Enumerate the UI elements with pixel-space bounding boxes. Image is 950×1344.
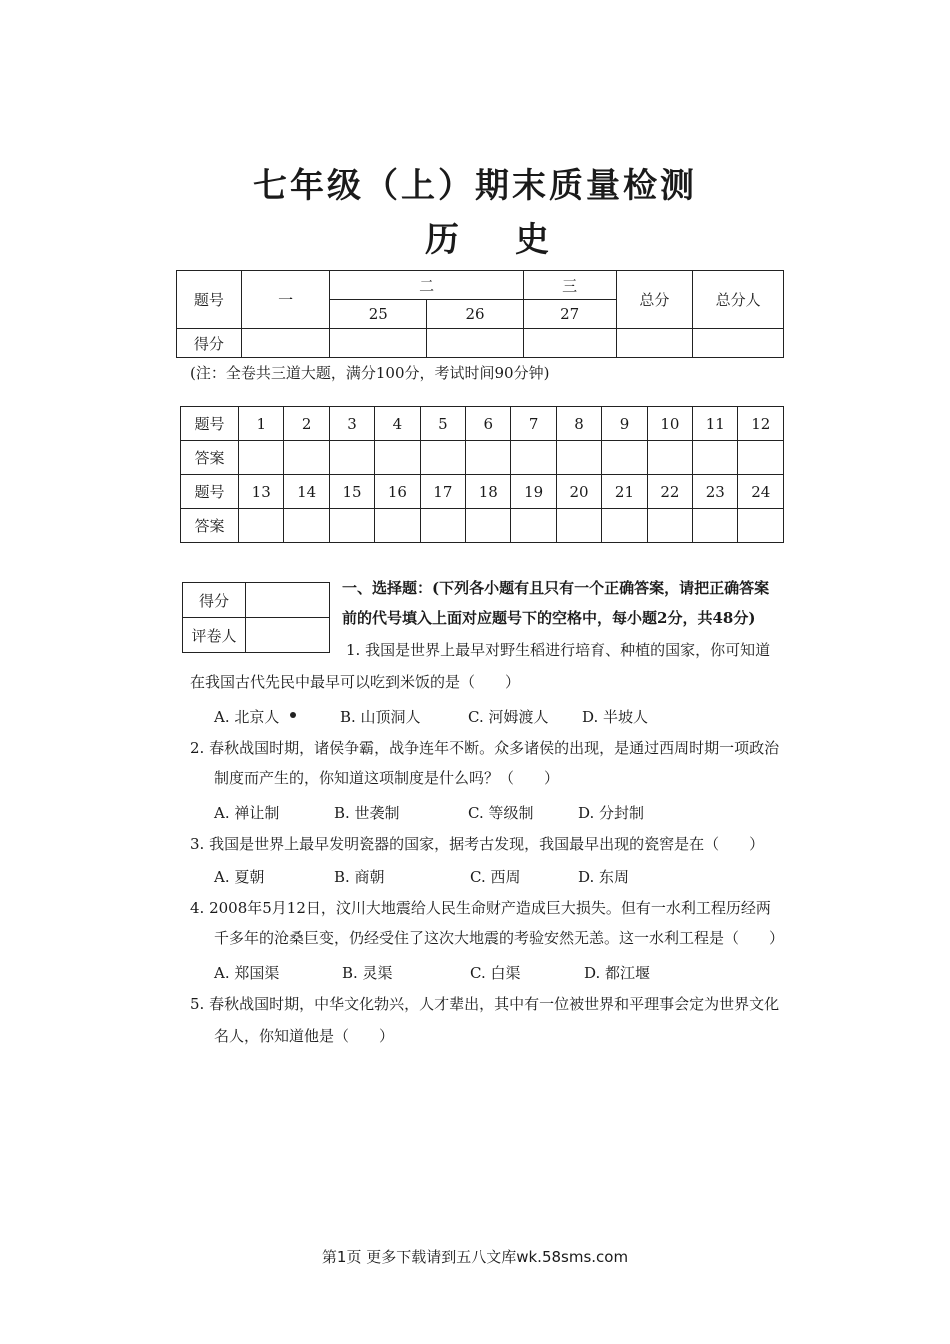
q4-line1: 4. 2008年5月12日，汶川大地震给人民生命财产造成巨大损失。但有一水利工程历经两 — [190, 899, 771, 917]
question-number: 5 — [420, 407, 465, 441]
q3-option-d: D. 东周 — [578, 868, 630, 886]
q3-line1: 3. 我国是世界上最早发明瓷器的国家，据考古发现，我国最早出现的瓷窖是在（ ） — [190, 835, 765, 853]
score-table-section-2: 二 — [330, 271, 523, 300]
answer-cell — [738, 509, 784, 543]
answer-cell — [693, 441, 738, 475]
question-number: 4 — [375, 407, 420, 441]
q1-line1: 1. 我国是世界上最早对野生稻进行培育、种植的国家，你可知道 — [346, 641, 771, 659]
question-number: 15 — [329, 475, 374, 509]
question-number: 11 — [693, 407, 738, 441]
answer-cell — [556, 509, 601, 543]
question-number: 10 — [647, 407, 692, 441]
score-table-label-score: 得分 — [177, 329, 242, 358]
score-table-total-person: 总分人 — [693, 271, 784, 329]
question-number: 24 — [738, 475, 784, 509]
answer-cell — [511, 441, 556, 475]
question-number: 2 — [284, 407, 329, 441]
q4-option-b: B. 灵渠 — [342, 964, 393, 982]
q2-option-c: C. 等级制 — [468, 804, 534, 822]
score-cell — [523, 329, 616, 358]
question-number: 3 — [329, 407, 374, 441]
page-footer: 第1页 更多下载请到五八文库wk.58sms.com — [321, 1248, 629, 1266]
question-number: 1 — [239, 407, 284, 441]
question-number: 16 — [375, 475, 420, 509]
answer-cell — [239, 441, 284, 475]
q4-option-d: D. 都江堰 — [584, 964, 651, 982]
answer-cell — [420, 509, 465, 543]
question-number: 17 — [420, 475, 465, 509]
answer-cell — [602, 509, 647, 543]
answer-cell — [375, 509, 420, 543]
answer-cell — [329, 441, 374, 475]
answer-table — [180, 406, 784, 543]
question-number: 12 — [738, 407, 784, 441]
q4-line2: 千多年的沧桑巨变，仍经受住了这次大地震的考验安然无恙。这一水利工程是（ ） — [214, 929, 785, 947]
answer-cell — [647, 441, 692, 475]
q2-option-a: A. 禅让制 — [214, 804, 280, 822]
score-table-q27: 27 — [523, 300, 616, 329]
grader-score-cell — [246, 583, 330, 618]
answer-table-number-label: 题号 — [181, 475, 239, 509]
score-table-q25: 25 — [330, 300, 427, 329]
q2-line1: 2. 春秋战国时期，诸侯争霸，战争连年不断。众多诸侯的出现，是通过西周时期一项政治 — [190, 739, 780, 757]
q5-line2: 名人，你知道他是（ ） — [214, 1027, 395, 1045]
score-table — [176, 270, 784, 358]
q4-option-c: C. 白渠 — [470, 964, 521, 982]
answer-cell — [602, 441, 647, 475]
question-number: 20 — [556, 475, 601, 509]
q4-option-a: A. 郑国渠 — [214, 964, 280, 982]
q3-option-b: B. 商朝 — [334, 868, 385, 886]
answer-cell — [647, 509, 692, 543]
q2-line2: 制度而产生的，你知道这项制度是什么吗？（ ） — [214, 769, 560, 787]
answer-cell — [329, 509, 374, 543]
exam-subject: 历史 — [425, 220, 605, 260]
answer-cell — [738, 441, 784, 475]
answer-cell — [511, 509, 556, 543]
score-cell — [241, 329, 330, 358]
answer-cell — [556, 441, 601, 475]
question-number: 8 — [556, 407, 601, 441]
question-number: 23 — [693, 475, 738, 509]
question-number: 21 — [602, 475, 647, 509]
answer-table-answer-label: 答案 — [181, 441, 239, 475]
q1-line2: 在我国古代先民中最早可以吃到米饭的是（ ） — [190, 673, 521, 691]
answer-cell — [375, 441, 420, 475]
question-number: 19 — [511, 475, 556, 509]
section1-heading-line2: 前的代号填入上面对应题号下的空格中，每小题2分，共48分) — [342, 609, 756, 627]
exam-title: 七年级（上）期末质量检测 — [253, 166, 697, 206]
question-number: 9 — [602, 407, 647, 441]
q5-line1: 5. 春秋战国时期，中华文化勃兴，人才辈出，其中有一位被世界和平理事会定为世界文化 — [190, 995, 780, 1013]
score-table-label-number: 题号 — [177, 271, 242, 329]
grader-name-label: 评卷人 — [183, 618, 246, 653]
score-table-section-1: 一 — [241, 271, 330, 329]
score-table-total: 总分 — [616, 271, 693, 329]
score-cell — [330, 329, 427, 358]
score-table-q26: 26 — [427, 300, 524, 329]
answer-cell — [420, 441, 465, 475]
question-number: 18 — [466, 475, 511, 509]
answer-cell — [693, 509, 738, 543]
q2-option-b: B. 世袭制 — [334, 804, 400, 822]
q3-option-c: C. 西周 — [470, 868, 521, 886]
q1-option-d: D. 半坡人 — [582, 708, 649, 726]
question-number: 7 — [511, 407, 556, 441]
q1-option-a: A. 北京人 — [214, 708, 280, 726]
answer-table-number-label: 题号 — [181, 407, 239, 441]
grader-name-cell — [246, 618, 330, 653]
q1-option-c: C. 河姆渡人 — [468, 708, 549, 726]
answer-cell — [466, 441, 511, 475]
section1-heading-line1: 一、选择题：(下列各小题有且只有一个正确答案，请把正确答案 — [342, 579, 770, 597]
q3-option-a: A. 夏朝 — [214, 868, 265, 886]
question-number: 6 — [466, 407, 511, 441]
answer-cell — [239, 509, 284, 543]
answer-cell — [284, 441, 329, 475]
exam-note: (注：全卷共三道大题，满分100分，考试时间90分钟) — [190, 364, 550, 382]
grader-box — [182, 582, 330, 653]
grader-score-label: 得分 — [183, 583, 246, 618]
score-table-section-3: 三 — [523, 271, 616, 300]
answer-table-answer-label: 答案 — [181, 509, 239, 543]
question-number: 14 — [284, 475, 329, 509]
answer-cell — [284, 509, 329, 543]
q1-option-b: B. 山顶洞人 — [340, 708, 421, 726]
score-cell — [616, 329, 693, 358]
q2-option-d: D. 分封制 — [578, 804, 645, 822]
score-cell — [427, 329, 524, 358]
question-number: 13 — [239, 475, 284, 509]
score-cell — [693, 329, 784, 358]
answer-cell — [466, 509, 511, 543]
ink-dot — [290, 712, 296, 718]
question-number: 22 — [647, 475, 692, 509]
